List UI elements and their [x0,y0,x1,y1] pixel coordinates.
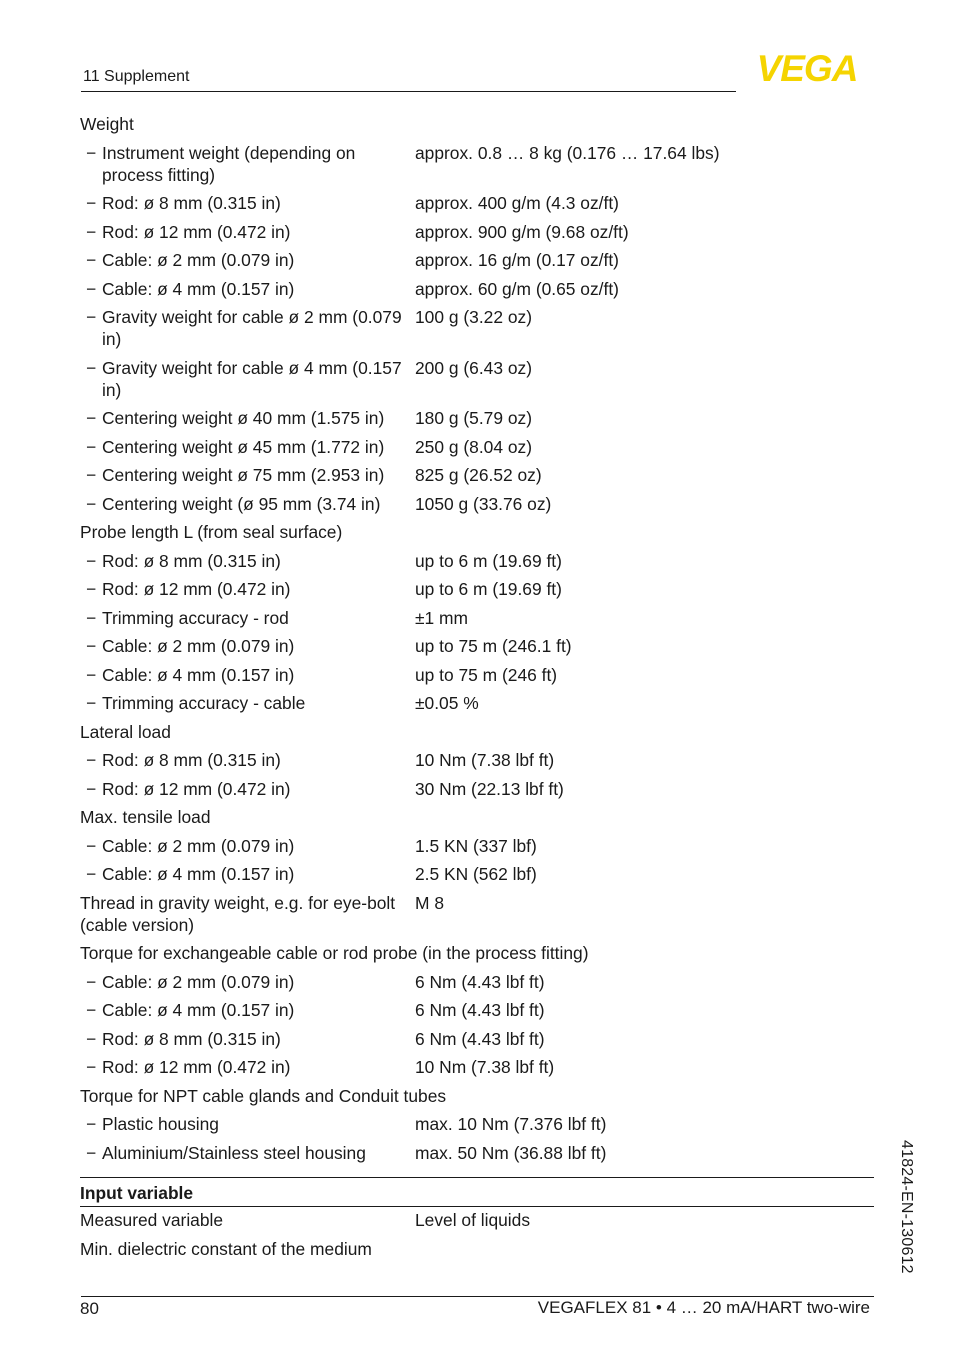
spec-row: − Cable: ø 2 mm (0.079 in) 1.5 KN (337 lbf) [80,835,880,857]
spec-row: − Trimming accuracy - cable ±0.05 % [80,692,880,714]
document-code: 41824-EN-130612 [898,1140,915,1274]
spec-row: Min. dielectric constant of the medium [80,1239,372,1259]
spec-row: − Centering weight ø 75 mm (2.953 in) 825 g (26.52 oz) [80,464,880,486]
input-variable-section [80,1177,874,1267]
spec-row: − Rod: ø 12 mm (0.472 in) approx. 900 g/m (9.68 oz/ft) [80,221,880,243]
section-body [80,1209,874,1260]
spec-heading: Lateral load [80,721,171,742]
spec-heading: Max. tensile load [80,807,211,827]
footer-product-title: VEGAFLEX 81 • 4 … 20 mA/HART two-wire [537,1298,870,1317]
page-number: 80 [80,1299,99,1318]
vega-logo-text: VEGA [756,52,858,84]
spec-row: − Centering weight ø 45 mm (1.772 in) 250 g (8.04 oz) [80,436,880,458]
spec-heading: Probe length L (from seal surface) [80,522,343,542]
spec-row: − Rod: ø 8 mm (0.315 in) approx. 400 g/m (4.3 oz/ft) [80,192,880,214]
vega-logo [741,52,873,84]
spec-row: − Cable: ø 2 mm (0.079 in) approx. 16 g/m (0.17 oz/ft) [80,249,880,271]
spec-row: − Cable: ø 4 mm (0.157 in) approx. 60 g/m (0.65 oz/ft) [80,278,880,300]
footer-divider [81,1296,874,1297]
spec-row: − Cable: ø 4 mm (0.157 in) 6 Nm (4.43 lbf ft) [80,999,880,1021]
spec-row: − Centering weight ø 40 mm (1.575 in) 180 g (5.79 oz) [80,407,880,429]
spec-row: − Cable: ø 4 mm (0.157 in) 2.5 KN (562 lbf) [80,863,880,885]
spec-row: − Gravity weight for cable ø 2 mm (0.079 in) 100 g (3.22 oz) [80,306,880,350]
section-heading: Input variable [80,1183,194,1203]
spec-row: − Rod: ø 12 mm (0.472 in) 10 Nm (7.38 lbf ft) [80,1056,880,1078]
section-divider-bottom [80,1206,874,1207]
spec-row: − Rod: ø 8 mm (0.315 in) up to 6 m (19.69 ft) [80,550,880,572]
spec-row: − Rod: ø 12 mm (0.472 in) up to 6 m (19.69 ft) [80,578,880,600]
spec-row: − Gravity weight for cable ø 4 mm (0.157 in) 200 g (6.43 oz) [80,357,880,401]
spec-row: − Instrument weight (depending on process fitting) approx. 0.8 … 8 kg (0.176 … 17.64 lbs) [80,142,880,186]
spec-row: Measured variable Level of liquids [80,1210,531,1230]
spec-row: − Cable: ø 4 mm (0.157 in) up to 75 m (246 ft) [80,664,880,686]
spec-row: − Trimming accuracy - rod ±1 mm [80,607,880,629]
spec-row: − Rod: ø 12 mm (0.472 in) 30 Nm (22.13 lbf ft) [80,778,880,800]
spec-heading: Weight [80,114,134,134]
spec-row: − Aluminium/Stainless steel housing max. 50 Nm (36.88 lbf ft) [80,1142,880,1164]
spec-row: − Cable: ø 2 mm (0.079 in) up to 75 m (246.1 ft) [80,635,880,657]
spec-row: − Rod: ø 8 mm (0.315 in) 6 Nm (4.43 lbf ft) [80,1028,880,1050]
header-divider [81,91,736,92]
specification-list [80,113,880,1170]
spec-row: − Centering weight (ø 95 mm (3.74 in) 1050 g (33.76 oz) [80,493,880,515]
running-header: 11 Supplement [83,68,190,85]
spec-row: − Rod: ø 8 mm (0.315 in) 10 Nm (7.38 lbf ft) [80,749,880,771]
spec-heading: Torque for exchangeable cable or rod probe (in the process fitting) [80,943,589,963]
spec-row: − Cable: ø 2 mm (0.079 in) 6 Nm (4.43 lbf ft) [80,971,880,993]
spec-heading: Torque for NPT cable glands and Conduit tubes [80,1085,447,1106]
spec-row: Thread in gravity weight, e.g. for eye-bolt (cable version) M 8 [80,892,444,935]
spec-row: − Plastic housing max. 10 Nm (7.376 lbf ft) [80,1113,880,1135]
